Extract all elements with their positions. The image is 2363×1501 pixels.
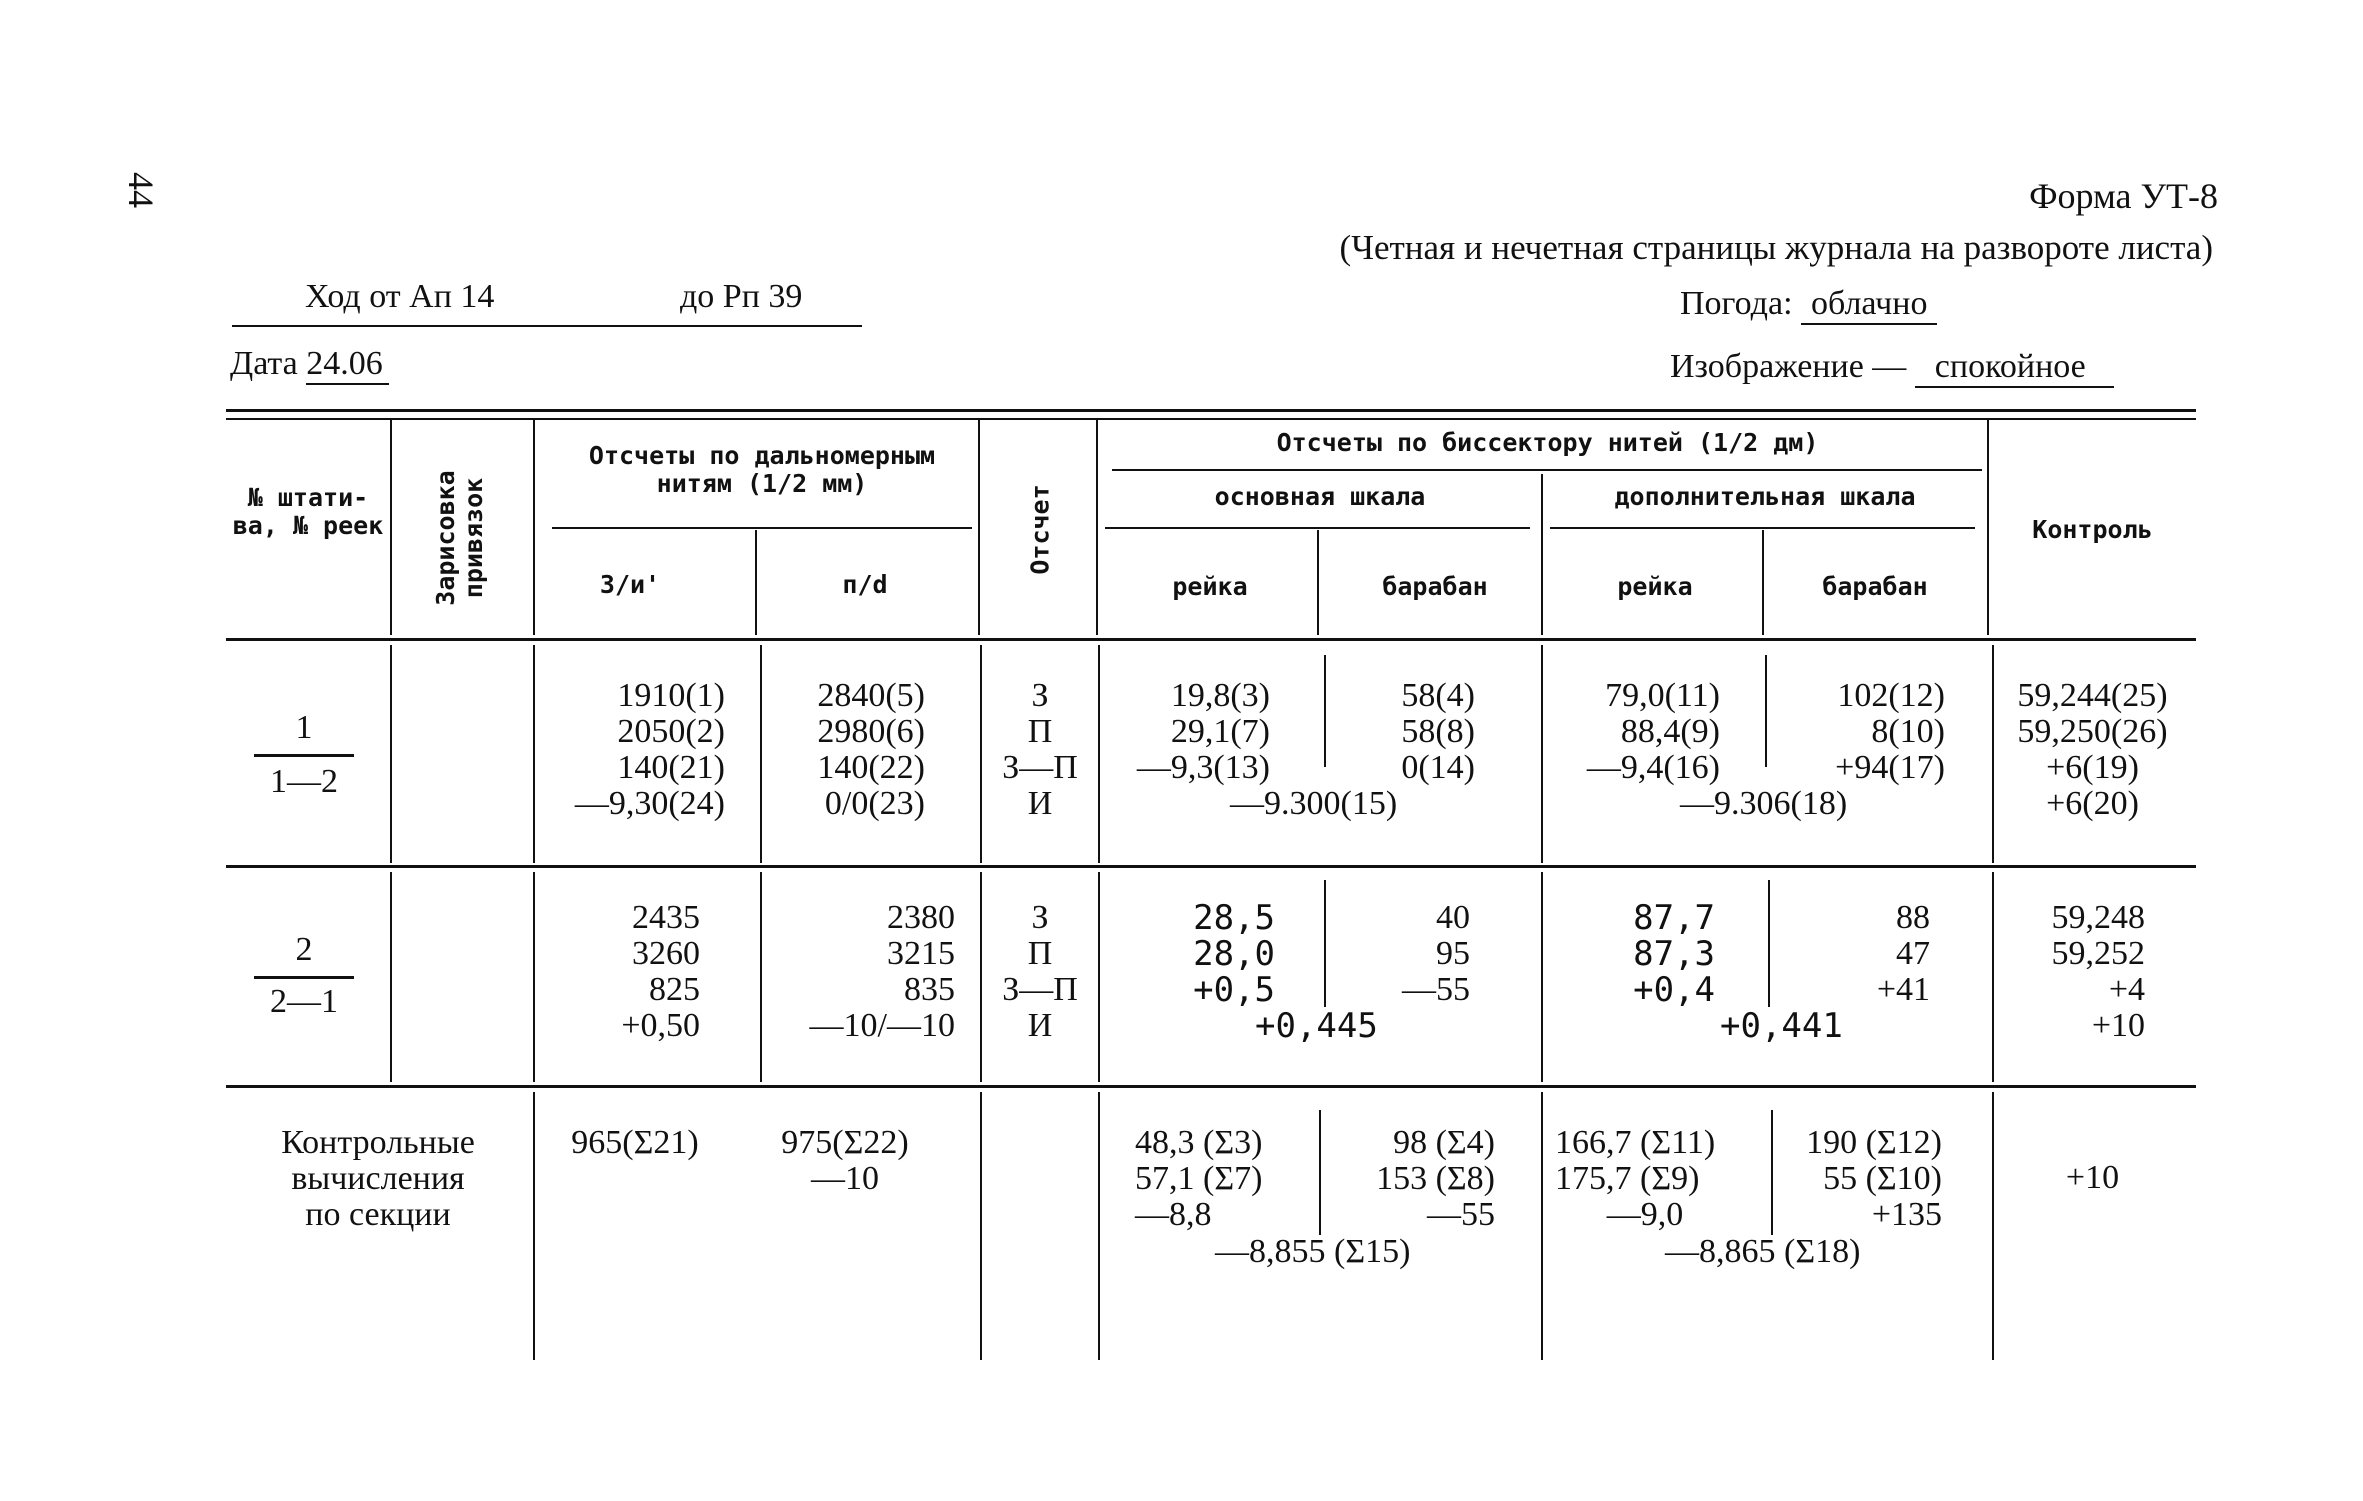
station-number: 2 — [295, 931, 313, 968]
header-reading: Отсчет — [1025, 484, 1055, 575]
main-rail-value: 28,0 — [1193, 934, 1275, 974]
back-reading: 140(21) — [617, 749, 725, 786]
front-reading: 3215 — [887, 935, 955, 972]
station-fraction-line — [254, 754, 354, 757]
add-rail-value: 88,4(9) — [1620, 713, 1720, 750]
main-rail-value: 29,1(7) — [1170, 713, 1270, 750]
weather — [1680, 285, 1937, 325]
summary-main-drum: 153 (Σ8) — [1376, 1160, 1495, 1197]
header-main-rail: рейка — [1172, 572, 1248, 601]
v-header-6 — [1317, 530, 1319, 635]
add-drum-value: 47 — [1896, 935, 1930, 972]
summary-add-drum: 190 (Σ12) — [1806, 1124, 1942, 1161]
v-header-1 — [390, 420, 392, 635]
main-drum-value: 58(4) — [1401, 677, 1475, 714]
subtitle: (Четная и нечетная страницы журнала на развороте листа) — [1339, 228, 2213, 267]
summary-label: вычисления — [291, 1160, 465, 1197]
header-bottom-line — [226, 638, 2196, 641]
row-separator-1 — [226, 865, 2196, 868]
v-header-7 — [1541, 474, 1543, 635]
header-bisector: Отсчеты по биссектору нитей (1/2 дм) — [1276, 428, 1819, 457]
v-header-4 — [978, 420, 980, 635]
control-value: 59,252 — [2051, 935, 2145, 972]
v-body-8b — [1768, 880, 1770, 1007]
date — [230, 345, 389, 385]
bisector-sub-line — [1112, 469, 1982, 471]
summary-label: Контрольные — [281, 1124, 475, 1161]
rail-pair: 1—2 — [270, 763, 338, 800]
v-body-7b — [1541, 872, 1543, 1082]
header-range-back: З/и' — [599, 570, 661, 599]
main-total: +0,445 — [1255, 1006, 1378, 1046]
image-value: спокойное — [1915, 348, 2114, 388]
summary-back: 965(Σ21) — [571, 1124, 699, 1161]
front-reading: 2980(6) — [817, 713, 925, 750]
control-value: +6(20) — [2046, 785, 2139, 822]
main-rail-value: —9,3(13) — [1136, 749, 1270, 786]
control-value: 59,244(25) — [2017, 677, 2168, 714]
main-scale-sub-line — [1105, 527, 1530, 529]
v-body-6a — [1324, 655, 1326, 767]
summary-control: +10 — [2065, 1159, 2120, 1196]
v-body-7a — [1541, 645, 1543, 863]
reading-code: П — [1027, 935, 1053, 972]
v-body-2a — [533, 645, 535, 863]
header-add-drum: барабан — [1822, 572, 1928, 601]
v-body-1a — [390, 645, 392, 863]
front-reading: 835 — [904, 971, 955, 1008]
control-value: +6(19) — [2046, 749, 2139, 786]
header-main-scale: основная шкала — [1214, 482, 1426, 511]
weather-value: облачно — [1801, 285, 1937, 325]
v-body-7c — [1541, 1092, 1543, 1360]
v-header-3 — [755, 530, 757, 635]
header-main-drum: барабан — [1382, 572, 1488, 601]
v-body-5c — [1098, 1092, 1100, 1360]
main-rail-value: 19,8(3) — [1170, 677, 1270, 714]
route-to: до Рп 39 — [680, 278, 803, 315]
main-total: —9.300(15) — [1230, 785, 1398, 822]
add-scale-sub-line — [1550, 527, 1975, 529]
reading-code: И — [1027, 1007, 1053, 1044]
header-sketch: Зарисовка привязок — [431, 470, 488, 606]
v-header-2 — [533, 420, 535, 635]
route-underline — [232, 325, 862, 327]
header-range-front: п/d — [842, 570, 888, 599]
image-condition — [1670, 348, 2114, 388]
date-value: 24.06 — [306, 345, 389, 385]
add-rail-value: 79,0(11) — [1605, 677, 1720, 714]
v-body-2b — [533, 872, 535, 1082]
v-body-9a — [1992, 645, 1994, 863]
v-body-5a — [1098, 645, 1100, 863]
reading-code: П — [1027, 713, 1053, 750]
range-sub-line — [552, 527, 972, 529]
add-rail-value: +0,4 — [1633, 970, 1715, 1010]
add-drum-value: +41 — [1876, 971, 1930, 1008]
weather-label: Погода: — [1680, 285, 1793, 322]
reading-code: З—П — [1002, 749, 1078, 786]
station-fraction-line — [254, 976, 354, 979]
front-reading: 0/0(23) — [824, 785, 925, 822]
v-body-8c — [1771, 1110, 1773, 1235]
summary-add-rail: 166,7 (Σ11) — [1555, 1124, 1716, 1161]
summary-label: по секции — [305, 1196, 451, 1233]
front-reading: —10/—10 — [809, 1007, 955, 1044]
table-top-line-2 — [226, 418, 2196, 420]
v-body-6b — [1324, 880, 1326, 1007]
front-reading: 2380 — [887, 899, 955, 936]
v-body-2c — [533, 1092, 535, 1360]
reading-code: И — [1027, 785, 1053, 822]
summary-main-drum: 98 (Σ4) — [1393, 1124, 1495, 1161]
summary-add-total: —8,865 (Σ18) — [1665, 1233, 1861, 1270]
main-drum-value: 0(14) — [1401, 749, 1475, 786]
header-add-scale: дополнительная шкала — [1614, 482, 1916, 511]
v-body-1b — [390, 872, 392, 1082]
v-body-8a — [1765, 655, 1767, 767]
back-reading: 1910(1) — [617, 677, 725, 714]
summary-main-total: —8,855 (Σ15) — [1215, 1233, 1411, 1270]
date-label: Дата — [230, 345, 298, 382]
v-body-9c — [1992, 1092, 1994, 1360]
v-body-9b — [1992, 872, 1994, 1082]
back-reading: 3260 — [632, 935, 700, 972]
add-drum-value: 88 — [1896, 899, 1930, 936]
header-range: Отсчеты по дальномерным нитям (1/2 мм) — [588, 441, 936, 498]
header-add-rail: рейка — [1617, 572, 1693, 601]
v-body-6c — [1319, 1110, 1321, 1235]
main-drum-value: 58(8) — [1401, 713, 1475, 750]
add-rail-value: —9,4(16) — [1586, 749, 1720, 786]
main-drum-value: —55 — [1402, 971, 1470, 1008]
back-reading: 2050(2) — [617, 713, 725, 750]
add-rail-value: 87,7 — [1633, 898, 1715, 938]
header-station: № штати-ва, № реек — [232, 483, 384, 540]
add-drum-value: 102(12) — [1837, 677, 1945, 714]
front-reading: 2840(5) — [817, 677, 925, 714]
back-reading: 2435 — [632, 899, 700, 936]
reading-code: З — [1031, 899, 1049, 936]
summary-front: 975(Σ22) — [781, 1124, 909, 1161]
summary-main-rail: 48,3 (Σ3) — [1135, 1124, 1263, 1161]
v-header-5 — [1096, 420, 1098, 635]
route-from: Ход от Ап 14 — [305, 278, 495, 315]
summary-add-rail: 175,7 (Σ9) — [1555, 1160, 1700, 1197]
back-reading: +0,50 — [621, 1007, 700, 1044]
station-number: 1 — [295, 709, 313, 746]
v-body-4b — [980, 872, 982, 1082]
table-top-line-1 — [226, 409, 2196, 412]
summary-add-drum: 55 (Σ10) — [1823, 1160, 1942, 1197]
reading-code: З — [1031, 677, 1049, 714]
main-rail-value: 28,5 — [1193, 898, 1275, 938]
back-reading: 825 — [649, 971, 700, 1008]
control-value: 59,248 — [2051, 899, 2145, 936]
control-value: 59,250(26) — [2017, 713, 2168, 750]
add-drum-value: +94(17) — [1835, 749, 1945, 786]
image-label: Изображение — — [1670, 348, 1907, 385]
add-rail-value: 87,3 — [1633, 934, 1715, 974]
control-value: +10 — [2091, 1007, 2145, 1044]
summary-front: —10 — [811, 1160, 879, 1197]
v-body-4a — [980, 645, 982, 863]
reading-code: З—П — [1002, 971, 1078, 1008]
control-value: +4 — [2108, 971, 2145, 1008]
rail-pair: 2—1 — [270, 983, 338, 1020]
v-header-8 — [1762, 530, 1764, 635]
add-drum-value: 8(10) — [1871, 713, 1945, 750]
main-rail-value: +0,5 — [1193, 970, 1275, 1010]
row-separator-2 — [226, 1085, 2196, 1088]
main-drum-value: 95 — [1436, 935, 1470, 972]
v-body-4c — [980, 1092, 982, 1360]
back-reading: —9,30(24) — [574, 785, 725, 822]
form-title: Форма УТ-8 — [2029, 176, 2218, 216]
v-header-9 — [1987, 420, 1989, 635]
summary-add-drum: +135 — [1871, 1196, 1942, 1233]
summary-main-rail: —8,8 — [1135, 1196, 1212, 1233]
main-drum-value: 40 — [1436, 899, 1470, 936]
summary-add-rail: —9,0 — [1606, 1196, 1684, 1233]
add-total: +0,441 — [1720, 1006, 1843, 1046]
summary-main-drum: —55 — [1427, 1196, 1495, 1233]
v-body-5b — [1098, 872, 1100, 1082]
header-control: Контроль — [2032, 515, 2153, 544]
add-total: —9.306(18) — [1680, 785, 1848, 822]
page-number: 44 — [121, 172, 161, 208]
summary-main-rail: 57,1 (Σ7) — [1135, 1160, 1263, 1197]
front-reading: 140(22) — [817, 749, 925, 786]
